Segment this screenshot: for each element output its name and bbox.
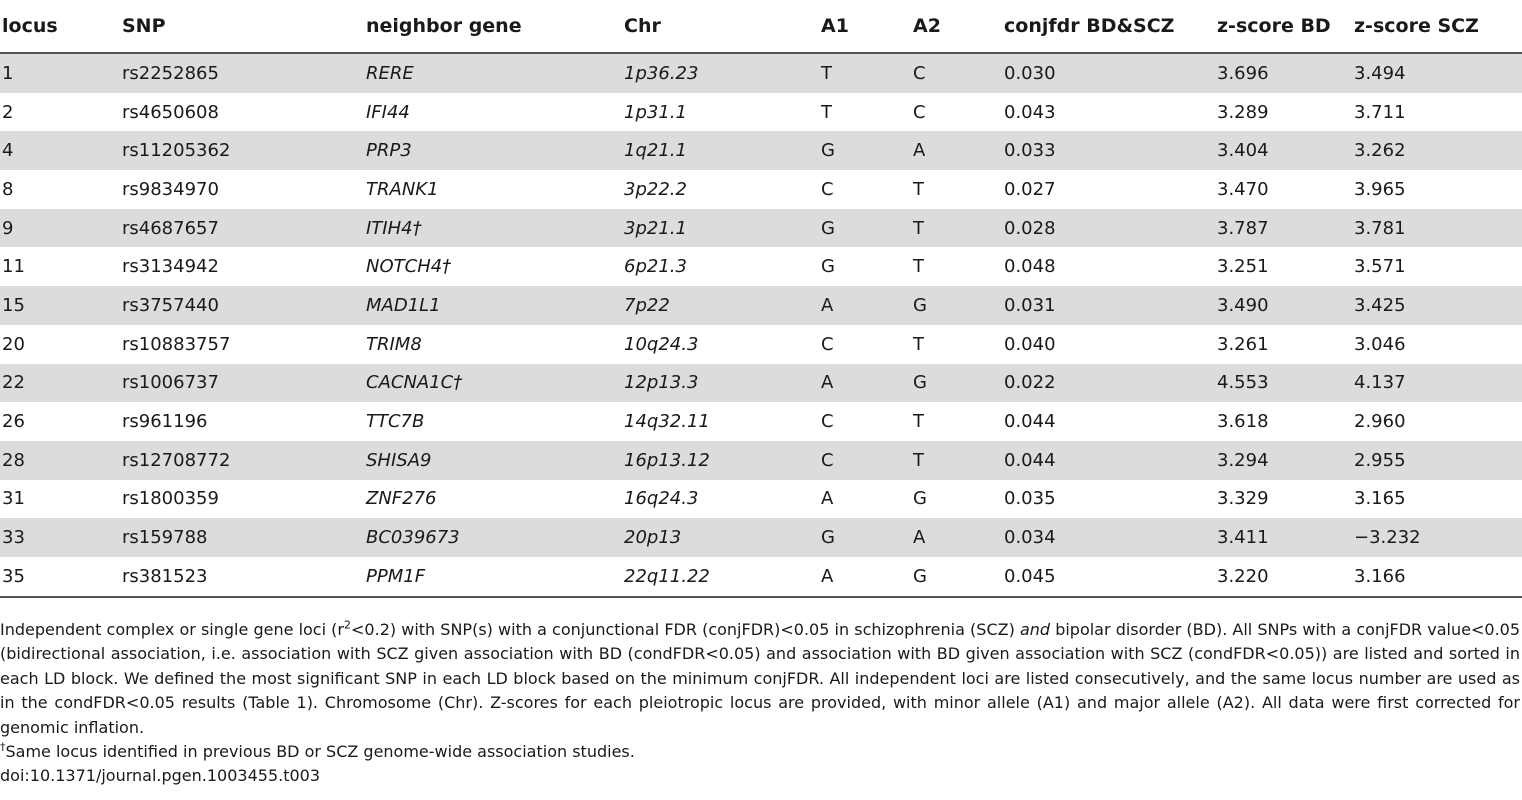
table-cell: C bbox=[821, 333, 834, 355]
table-row bbox=[0, 441, 1522, 480]
caption-text-2: <0.2) with SNP(s) with a conjunctional FDR (conjFDR)<0.05 in schizophrenia (SCZ) bbox=[351, 620, 1020, 639]
table-cell: 10q24.3 bbox=[624, 333, 699, 355]
table-cell: 3.490 bbox=[1215, 286, 1352, 325]
table-body bbox=[0, 53, 1522, 597]
table-caption bbox=[0, 618, 1520, 740]
table-cell: PRP3 bbox=[364, 131, 622, 170]
table-cell: PPM1F bbox=[364, 557, 622, 597]
table-cell: 0.044 bbox=[1004, 411, 1056, 433]
table-row bbox=[0, 364, 1522, 403]
column-header: z-score BD bbox=[1215, 0, 1352, 53]
table-cell: 3.262 bbox=[1352, 131, 1522, 170]
table-cell: BC039673 bbox=[364, 518, 622, 557]
table-cell: 4 bbox=[0, 131, 120, 170]
table-cell: 3.165 bbox=[1354, 488, 1406, 510]
table-cell: A bbox=[911, 131, 1002, 170]
table-cell: 1q21.1 bbox=[622, 131, 819, 170]
table-row bbox=[0, 402, 1522, 441]
table-cell: 3.494 bbox=[1352, 53, 1522, 93]
table-cell: 7p22 bbox=[622, 286, 819, 325]
table-cell: 0.045 bbox=[1002, 557, 1215, 597]
table-cell: C bbox=[819, 441, 911, 480]
table-cell: rs2252865 bbox=[120, 53, 364, 93]
table-cell: 1 bbox=[0, 53, 120, 93]
column-header: conjfdr BD&SCZ bbox=[1002, 0, 1215, 53]
table-cell: 0.035 bbox=[1004, 488, 1056, 510]
table-cell: T bbox=[911, 209, 1002, 248]
table-cell: ITIH4† bbox=[364, 209, 622, 248]
table-cell: 0.030 bbox=[1002, 53, 1215, 93]
table-cell: rs4650608 bbox=[122, 101, 219, 123]
table-cell: 0.028 bbox=[1002, 209, 1215, 248]
table-cell: 3.220 bbox=[1215, 557, 1352, 597]
table-cell: rs10883757 bbox=[122, 333, 231, 355]
table-cell: T bbox=[819, 53, 911, 93]
table-cell: 0.034 bbox=[1002, 518, 1215, 557]
table-cell: rs11205362 bbox=[120, 131, 364, 170]
table-cell: 2.955 bbox=[1352, 441, 1522, 480]
table-cell: 16q24.3 bbox=[624, 488, 699, 510]
column-header: neighbor gene bbox=[364, 0, 622, 53]
table-row bbox=[0, 557, 1522, 597]
table-row bbox=[0, 247, 1522, 286]
table-cell: 3.251 bbox=[1217, 256, 1269, 278]
table-cell: C bbox=[821, 411, 834, 433]
table-cell: TRIM8 bbox=[366, 333, 422, 355]
table-row bbox=[0, 170, 1522, 209]
table-cell: TTC7B bbox=[366, 411, 425, 433]
table-row bbox=[0, 518, 1522, 557]
table-row bbox=[0, 286, 1522, 325]
table-cell: rs4687657 bbox=[120, 209, 364, 248]
table-cell: rs1006737 bbox=[120, 364, 364, 403]
table-cell: rs3757440 bbox=[120, 286, 364, 325]
table-cell: 0.027 bbox=[1004, 178, 1056, 200]
table-cell: 35 bbox=[0, 557, 120, 597]
table-cell: T bbox=[913, 411, 924, 433]
table-cell: G bbox=[821, 256, 835, 278]
table-cell: 20 bbox=[2, 333, 25, 355]
table-cell: 16p13.12 bbox=[622, 441, 819, 480]
table-row bbox=[0, 53, 1522, 93]
table-cell: T bbox=[911, 441, 1002, 480]
table-cell: 28 bbox=[0, 441, 120, 480]
table-cell: C bbox=[911, 53, 1002, 93]
table-cell: 22q11.22 bbox=[622, 557, 819, 597]
footnote bbox=[0, 740, 1520, 764]
table-cell: A bbox=[819, 286, 911, 325]
table-cell: 0.044 bbox=[1002, 441, 1215, 480]
table-cell: 3.294 bbox=[1215, 441, 1352, 480]
table-cell: 1p31.1 bbox=[624, 101, 687, 123]
table-cell: 3.711 bbox=[1354, 101, 1406, 123]
table-cell: rs12708772 bbox=[120, 441, 364, 480]
table-cell: ZNF276 bbox=[366, 488, 437, 510]
table-cell: G bbox=[911, 286, 1002, 325]
table-cell: 3.411 bbox=[1215, 518, 1352, 557]
table-cell: RERE bbox=[364, 53, 622, 93]
table-cell: SHISA9 bbox=[364, 441, 622, 480]
table-cell: A bbox=[821, 488, 834, 510]
table-cell: 33 bbox=[0, 518, 120, 557]
caption-text-3: bipolar disorder (BD). All SNPs with a conjFDR value<0.05 (bidirectional association, i.e. association with SCZ given association with BD (condFDR<0.05) and association with BD given association with SCZ (condFDR<0.05)) are listed and sorted in each LD block. We defined the most significant SNP in each LD block based on the minimum conjFDR. All independent loci are listed consecutively, and the same locus number are used as in the condFDR<0.05 results (Table 1). Chromosome (Chr). Z-scores for each pleiotropic locus are provided, with minor allele (A1) and major allele (A2). All data were first corrected for genomic inflation. bbox=[0, 620, 1521, 737]
table-row bbox=[0, 131, 1522, 170]
table-cell: 3.618 bbox=[1217, 411, 1269, 433]
table-cell: rs3134942 bbox=[122, 256, 219, 278]
table-cell: A bbox=[819, 557, 911, 597]
table-cell: rs9834970 bbox=[122, 178, 219, 200]
table-cell: 3.166 bbox=[1352, 557, 1522, 597]
table-cell: A bbox=[819, 364, 911, 403]
table-cell: 3p22.2 bbox=[624, 178, 687, 200]
table-cell: 3.261 bbox=[1217, 333, 1269, 355]
table-cell: 3.787 bbox=[1215, 209, 1352, 248]
table-cell: 22 bbox=[0, 364, 120, 403]
table-cell: G bbox=[819, 131, 911, 170]
table-cell: 3.696 bbox=[1215, 53, 1352, 93]
table-cell: 3.781 bbox=[1352, 209, 1522, 248]
table-cell: 3p21.1 bbox=[622, 209, 819, 248]
table-cell: rs1800359 bbox=[122, 488, 219, 510]
header-row bbox=[0, 0, 1522, 53]
table-cell: 26 bbox=[2, 411, 25, 433]
caption-text-1: Independent complex or single gene loci (r bbox=[0, 620, 345, 639]
table-cell: rs159788 bbox=[120, 518, 364, 557]
table-cell: 0.048 bbox=[1004, 256, 1056, 278]
table-cell: 2 bbox=[2, 101, 14, 123]
table-cell: 3.329 bbox=[1217, 488, 1269, 510]
table-cell: 0.033 bbox=[1002, 131, 1215, 170]
table-cell: NOTCH4† bbox=[366, 256, 452, 278]
table-cell: 2.960 bbox=[1354, 411, 1406, 433]
caption-superscript: 2 bbox=[344, 618, 352, 632]
table-cell: C bbox=[821, 178, 834, 200]
table-cell: 20p13 bbox=[622, 518, 819, 557]
table-cell: C bbox=[913, 101, 926, 123]
column-header: z-score SCZ bbox=[1352, 0, 1522, 53]
table-cell: 3.404 bbox=[1215, 131, 1352, 170]
table-cell: CACNA1C† bbox=[364, 364, 622, 403]
table-cell: −3.232 bbox=[1352, 518, 1522, 557]
caption-emphasis: and bbox=[1019, 620, 1051, 639]
footnote-mark: † bbox=[0, 740, 6, 754]
table-cell: 3.289 bbox=[1217, 101, 1269, 123]
table-cell: G bbox=[911, 557, 1002, 597]
table-cell: MAD1L1 bbox=[364, 286, 622, 325]
table-cell: 1p36.23 bbox=[622, 53, 819, 93]
column-header: A1 bbox=[819, 0, 911, 53]
table-row bbox=[0, 93, 1522, 132]
table-row bbox=[0, 325, 1522, 364]
table-cell: 14q32.11 bbox=[624, 411, 710, 433]
table-cell: 4.553 bbox=[1215, 364, 1352, 403]
table-cell: IFI44 bbox=[366, 101, 410, 123]
column-header: Chr bbox=[622, 0, 819, 53]
table-cell: 3.571 bbox=[1354, 256, 1406, 278]
column-header: SNP bbox=[120, 0, 364, 53]
table-row bbox=[0, 209, 1522, 248]
column-header: A2 bbox=[911, 0, 1002, 53]
footnote-text: Same locus identified in previous BD or SCZ genome-wide association studies. bbox=[5, 742, 635, 762]
column-header: locus bbox=[0, 0, 120, 53]
table-cell: 4.137 bbox=[1352, 364, 1522, 403]
table-cell: 31 bbox=[2, 488, 25, 510]
table-notes bbox=[0, 618, 1520, 789]
table-cell: 0.022 bbox=[1002, 364, 1215, 403]
table-cell: 15 bbox=[0, 286, 120, 325]
table-cell: T bbox=[913, 256, 924, 278]
table-cell: 0.043 bbox=[1004, 101, 1056, 123]
table-cell: 0.031 bbox=[1002, 286, 1215, 325]
table-row bbox=[0, 480, 1522, 519]
doi-text: doi:10.1371/journal.pgen.1003455.t003 bbox=[0, 766, 321, 786]
table-cell: 3.470 bbox=[1217, 178, 1269, 200]
table-cell: 6p21.3 bbox=[624, 256, 687, 278]
table-cell: 3.046 bbox=[1354, 333, 1406, 355]
table-cell: G bbox=[911, 364, 1002, 403]
table-cell: G bbox=[819, 209, 911, 248]
table-cell: T bbox=[913, 178, 924, 200]
table-cell: TRANK1 bbox=[366, 178, 439, 200]
table-cell: rs961196 bbox=[122, 411, 208, 433]
table-cell: 12p13.3 bbox=[622, 364, 819, 403]
table-cell: T bbox=[821, 101, 832, 123]
table-cell: rs381523 bbox=[120, 557, 364, 597]
table-cell: G bbox=[913, 488, 927, 510]
table-cell: 3.425 bbox=[1352, 286, 1522, 325]
table-cell: 0.040 bbox=[1004, 333, 1056, 355]
table-cell: T bbox=[913, 333, 924, 355]
table-cell: 9 bbox=[0, 209, 120, 248]
table-cell: A bbox=[911, 518, 1002, 557]
table-cell: 3.965 bbox=[1354, 178, 1406, 200]
table-cell: 8 bbox=[2, 178, 14, 200]
table-cell: 11 bbox=[2, 256, 25, 278]
table-header bbox=[0, 0, 1522, 53]
table-cell: G bbox=[819, 518, 911, 557]
